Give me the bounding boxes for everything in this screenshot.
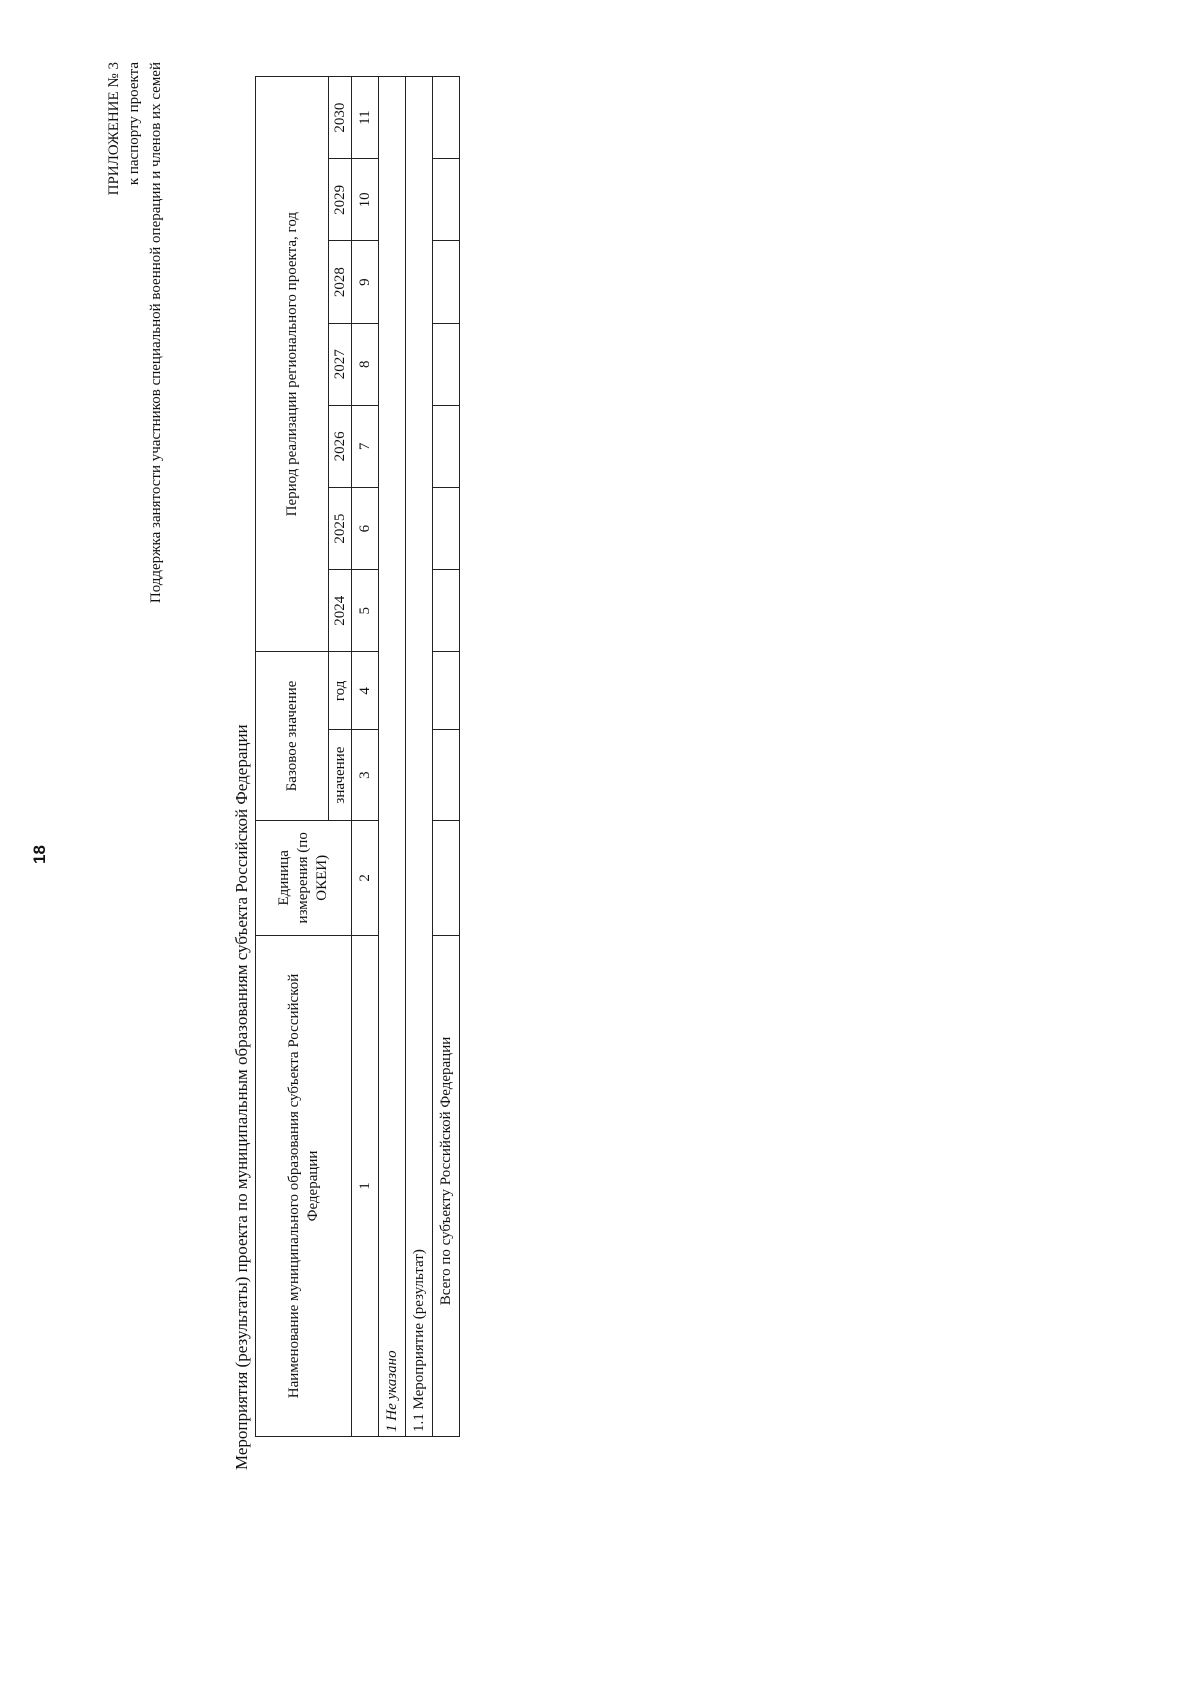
header-row: [256, 77, 329, 1437]
column-number: 7: [352, 405, 379, 487]
table-cell: [433, 487, 460, 569]
column-number: 2: [352, 820, 379, 935]
column-number: 1: [352, 935, 379, 1436]
header-year: 2024: [329, 570, 352, 652]
column-number: 6: [352, 487, 379, 569]
column-number: 3: [352, 730, 379, 820]
header-year: 2026: [329, 405, 352, 487]
column-number: 9: [352, 241, 379, 323]
table-cell: [433, 652, 460, 730]
header-unit: Единица измерения (по ОКЕИ): [256, 820, 352, 935]
results-table: [255, 76, 460, 1437]
table-cell: [433, 570, 460, 652]
header-base-value: Базовое значение: [256, 652, 329, 820]
appendix-header: [104, 62, 166, 862]
column-number: 8: [352, 323, 379, 405]
group-row: [379, 77, 406, 1437]
header-period: Период реализации регионального проекта, год: [256, 77, 329, 652]
total-row: [433, 77, 460, 1437]
header-base-value-year: год: [329, 652, 352, 730]
appendix-subtitle: к паспорту проекта: [126, 62, 142, 186]
header-year: 2027: [329, 323, 352, 405]
page-number: 18: [30, 845, 49, 864]
header-base-value-value: значение: [329, 730, 352, 820]
item-row: [406, 77, 433, 1437]
header-year: 2025: [329, 487, 352, 569]
header-year: 2028: [329, 241, 352, 323]
header-name: Наименование муниципального образования субъекта Российской Федерации: [256, 935, 352, 1436]
item-label: 1.1 Мероприятие (результат): [406, 77, 433, 1437]
column-number: 11: [352, 77, 379, 159]
table-cell: [433, 405, 460, 487]
total-label: Всего по субъекту Российской Федерации: [433, 935, 460, 1436]
column-number-row: [352, 77, 379, 1437]
group-label: 1 Не указано: [379, 77, 406, 1437]
appendix-title: ПРИЛОЖЕНИЕ № 3: [106, 62, 122, 196]
table-cell: [433, 77, 460, 159]
table-cell: [433, 820, 460, 935]
table-cell: [433, 241, 460, 323]
header-year: 2029: [329, 159, 352, 241]
project-name: Поддержка занятости участников специальной военной операции и членов их семей: [148, 62, 164, 604]
column-number: 4: [352, 652, 379, 730]
table-cell: [433, 323, 460, 405]
table-cell: [433, 730, 460, 820]
column-number: 10: [352, 159, 379, 241]
column-number: 5: [352, 570, 379, 652]
table-cell: [433, 159, 460, 241]
header-year: 2030: [329, 77, 352, 159]
table-title: Мероприятия (результаты) проекта по муниципальным образованиям субъекта Российской Федерации: [232, 724, 251, 1470]
